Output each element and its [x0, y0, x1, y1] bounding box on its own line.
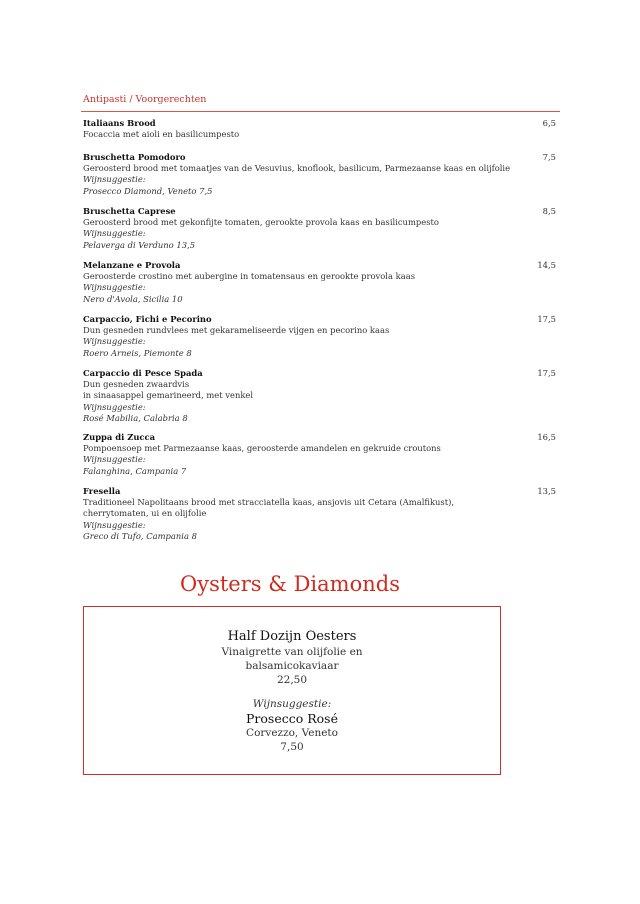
wine-suggestion-label: Wijnsuggestie: — [83, 282, 146, 293]
oysters-wine-name: Prosecco Rosé — [246, 711, 338, 726]
wine-suggestion: Rosé Mabilia, Calabria 8 — [83, 412, 188, 423]
menu-item — [83, 118, 556, 140]
wine-suggestion-label: Wijnsuggestie: — [83, 174, 146, 185]
menu-item — [83, 368, 556, 424]
oysters-wine-origin: Corvezzo, Veneto — [246, 727, 338, 739]
menu-item — [83, 486, 556, 542]
menu-item — [83, 206, 556, 251]
wine-suggestion-label: Wijnsuggestie: — [83, 228, 146, 239]
item-description: Dun gesneden zwaardvis — [83, 379, 190, 390]
item-description: Geroosterde crostino met aubergine in tomatensaus en gerookte provola kaas — [83, 271, 415, 282]
item-price: 16,5 — [537, 432, 556, 442]
item-description: Geroosterd brood met gekonfijte tomaten, gerookte provola kaas en basilicumpesto — [83, 217, 439, 228]
item-price: 6,5 — [542, 118, 556, 128]
menu-item — [83, 432, 556, 477]
item-price: 17,5 — [537, 368, 556, 378]
item-price: 17,5 — [537, 314, 556, 324]
item-name: Italiaans Brood — [83, 118, 156, 128]
item-description: Focaccia met aioli en basilicumpesto — [83, 129, 240, 140]
item-name: Bruschetta Caprese — [83, 206, 176, 216]
item-description: Traditioneel Napolitaans brood met stracciatella kaas, ansjovis uit Cetara (Amalfikust), — [83, 497, 455, 508]
oysters-title: Oysters & Diamonds — [180, 572, 400, 596]
oysters-dish-name: Half Dozijn Oesters — [227, 629, 357, 644]
menu-item — [83, 314, 556, 359]
item-price: 13,5 — [537, 486, 556, 496]
item-name: Bruschetta Pomodoro — [83, 152, 186, 162]
section-divider — [81, 111, 560, 112]
oysters-box — [83, 606, 501, 775]
item-description: cherrytomaten, ui en olijfolie — [83, 508, 207, 519]
item-price: 8,5 — [542, 206, 556, 216]
wine-suggestion-label: Wijnsuggestie: — [83, 519, 146, 530]
item-name: Fresella — [83, 486, 121, 496]
item-description: in sinaasappel gemarineerd, met venkel — [83, 390, 254, 401]
item-name: Zuppa di Zucca — [83, 432, 156, 442]
item-price: 7,5 — [542, 152, 556, 162]
menu-item — [83, 152, 556, 197]
oysters-wine-price: 7,50 — [280, 741, 304, 753]
item-description: Dun gesneden rundvlees met gekarameliseerde vijgen en pecorino kaas — [83, 325, 390, 336]
item-name: Carpaccio di Pesce Spada — [83, 368, 203, 378]
wine-suggestion: Falanghina, Campania 7 — [83, 465, 187, 476]
wine-suggestion: Nero d'Avola, Sicilia 10 — [83, 293, 183, 304]
item-price: 14,5 — [537, 260, 556, 270]
oysters-dish-price: 22,50 — [276, 674, 308, 686]
wine-suggestion: Roero Arneis, Piemonte 8 — [83, 347, 192, 358]
wine-suggestion: Prosecco Diamond, Veneto 7,5 — [83, 185, 213, 196]
wine-suggestion-label: Wijnsuggestie: — [83, 336, 146, 347]
item-name: Carpaccio, Fichi e Pecorino — [83, 314, 212, 324]
section-title: Antipasti / Voorgerechten — [83, 94, 207, 105]
item-description: Pompoensoep met Parmezaanse kaas, geroosterde amandelen en gekruide croutons — [83, 443, 441, 454]
wine-suggestion: Pelaverga di Verduno 13,5 — [83, 239, 196, 250]
item-name: Melanzane e Provola — [83, 260, 181, 270]
wine-suggestion-label: Wijnsuggestie: — [83, 454, 146, 465]
oysters-dish-desc: Vinaigrette van olijfolie en balsamicokaviaar — [221, 646, 363, 672]
item-description: Geroosterd brood met tomaatjes van de Vesuvius, knoflook, basilicum, Parmezaanse kaas en olijfolie — [83, 163, 511, 174]
menu-item — [83, 260, 556, 305]
wine-suggestion: Greco di Tufo, Campania 8 — [83, 530, 197, 541]
oysters-wine-label: Wijnsuggestie: — [252, 698, 332, 710]
wine-suggestion-label: Wijnsuggestie: — [83, 401, 146, 412]
